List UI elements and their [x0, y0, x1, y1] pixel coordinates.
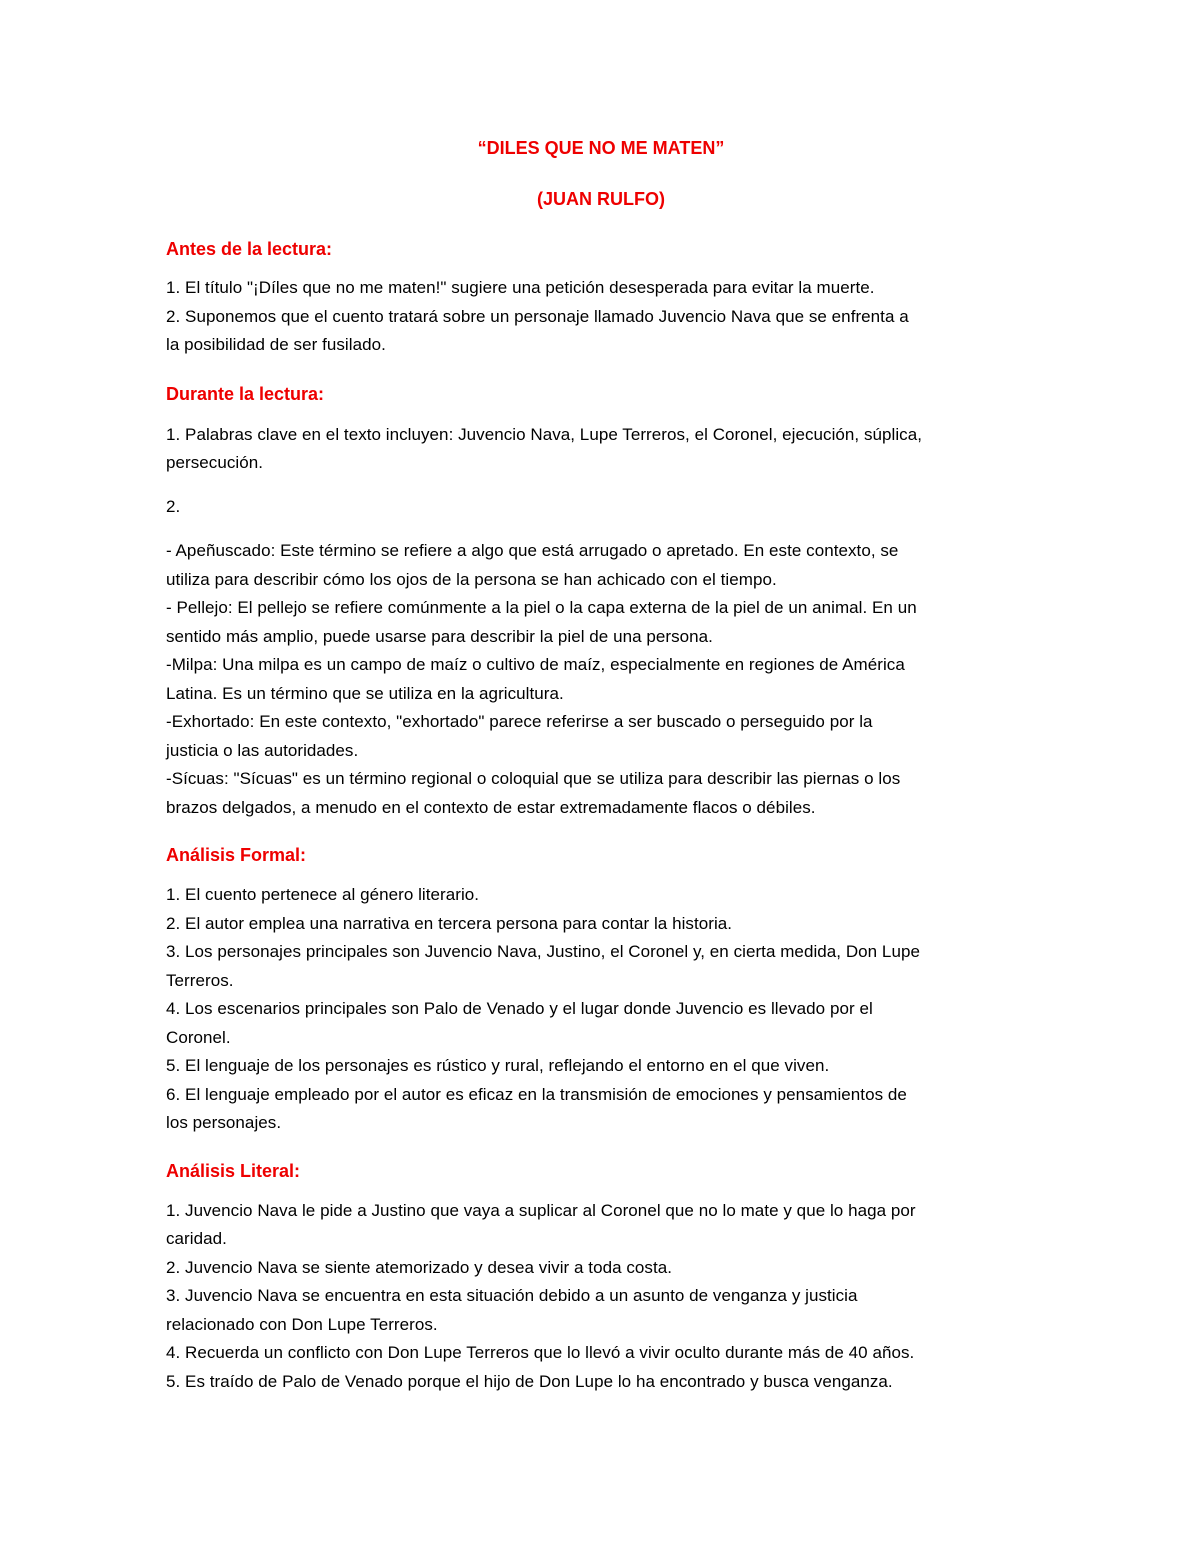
text-line: 3. Juvencio Nava se encuentra en esta situación debido a un asunto de venganza y justicia — [166, 1286, 858, 1305]
document-page — [166, 136, 1036, 1396]
item-two-label: 2. — [166, 496, 181, 516]
text-line: 1. Palabras clave en el texto incluyen: Juvencio Nava, Lupe Terreros, el Coronel, ejecución, súplica, — [166, 424, 922, 444]
text-line: 1. Juvencio Nava le pide a Justino que vaya a suplicar al Coronel que no lo mate y que lo haga por — [166, 1200, 916, 1220]
section-body-literal — [166, 1197, 1036, 1397]
definition-line: brazos delgados, a menudo en el contexto de estar extremadamente flacos o débiles. — [166, 797, 816, 817]
text-line: 6. El lenguaje empleado por el autor es eficaz en la transmisión de emociones y pensamientos de — [166, 1084, 907, 1104]
definition-line: - Pellejo: El pellejo se refiere comúnmente a la piel o la capa externa de la piel de un animal. En un — [166, 598, 917, 617]
section-heading-antes: Antes de la lectura: — [166, 239, 333, 259]
text-line: 2. Suponemos que el cuento tratará sobre un personaje llamado Juvencio Nava que se enfrenta a — [166, 306, 909, 326]
definition-line: - Apeñuscado: Este término se refiere a algo que está arrugado o apretado. En este contexto, se — [166, 541, 899, 560]
definition-line: sentido más amplio, puede usarse para describir la piel de una persona. — [166, 626, 713, 646]
section-body-antes — [166, 274, 1036, 360]
section-heading-formal: Análisis Formal: — [166, 845, 307, 865]
text-line: 1. El título "¡Díles que no me maten!" sugiere una petición desesperada para evitar la muerte. — [166, 278, 875, 297]
text-line: 5. Es traído de Palo de Venado porque el hijo de Don Lupe lo ha encontrado y busca venganza. — [166, 1371, 893, 1391]
definition-line: utiliza para describir cómo los ojos de la persona se han achicado con el tiempo. — [166, 569, 777, 589]
text-line: los personajes. — [166, 1113, 282, 1132]
definition-line: Latina. Es un término que se utiliza en la agricultura. — [166, 683, 564, 703]
definition-line: -Sícuas: "Sícuas" es un término regional o coloquial que se utiliza para describir las piernas o los — [166, 769, 901, 788]
text-line: persecución. — [166, 453, 263, 472]
section-heading-durante: Durante la lectura: — [166, 383, 325, 404]
definition-line: -Milpa: Una milpa es un campo de maíz o cultivo de maíz, especialmente en regiones de América — [166, 655, 905, 674]
text-line: 5. El lenguaje de los personajes es rústico y rural, reflejando el entorno en el que viven. — [166, 1056, 830, 1075]
document-subtitle: (JUAN RULFO) — [537, 189, 665, 209]
definitions-list — [166, 537, 1036, 822]
text-line: 1. El cuento pertenece al género literario. — [166, 885, 480, 904]
text-line: relacionado con Don Lupe Terreros. — [166, 1314, 438, 1334]
section-body-formal — [166, 881, 1036, 1138]
definition-line: justicia o las autoridades. — [166, 740, 359, 760]
section-body-durante — [166, 421, 1036, 478]
text-line: Coronel. — [166, 1027, 231, 1047]
text-line: 2. Juvencio Nava se siente atemorizado y desea vivir a toda costa. — [166, 1257, 673, 1277]
text-line: Terreros. — [166, 970, 234, 990]
definition-line: -Exhortado: En este contexto, "exhortado" parece referirse a ser buscado o perseguido por la — [166, 712, 873, 731]
text-line: 4. Recuerda un conflicto con Don Lupe Terreros que lo llevó a vivir oculto durante más de 40 años. — [166, 1343, 915, 1362]
text-line: 2. El autor emplea una narrativa en tercera persona para contar la historia. — [166, 913, 733, 933]
text-line: la posibilidad de ser fusilado. — [166, 335, 386, 354]
document-title: “DILES QUE NO ME MATEN” — [477, 138, 725, 158]
text-line: 4. Los escenarios principales son Palo de Venado y el lugar donde Juvencio es llevado por el — [166, 999, 873, 1018]
text-line: 3. Los personajes principales son Juvencio Nava, Justino, el Coronel y, en cierta medida, Don Lupe — [166, 942, 920, 961]
text-line: caridad. — [166, 1229, 227, 1248]
section-heading-literal: Análisis Literal: — [166, 1160, 301, 1181]
